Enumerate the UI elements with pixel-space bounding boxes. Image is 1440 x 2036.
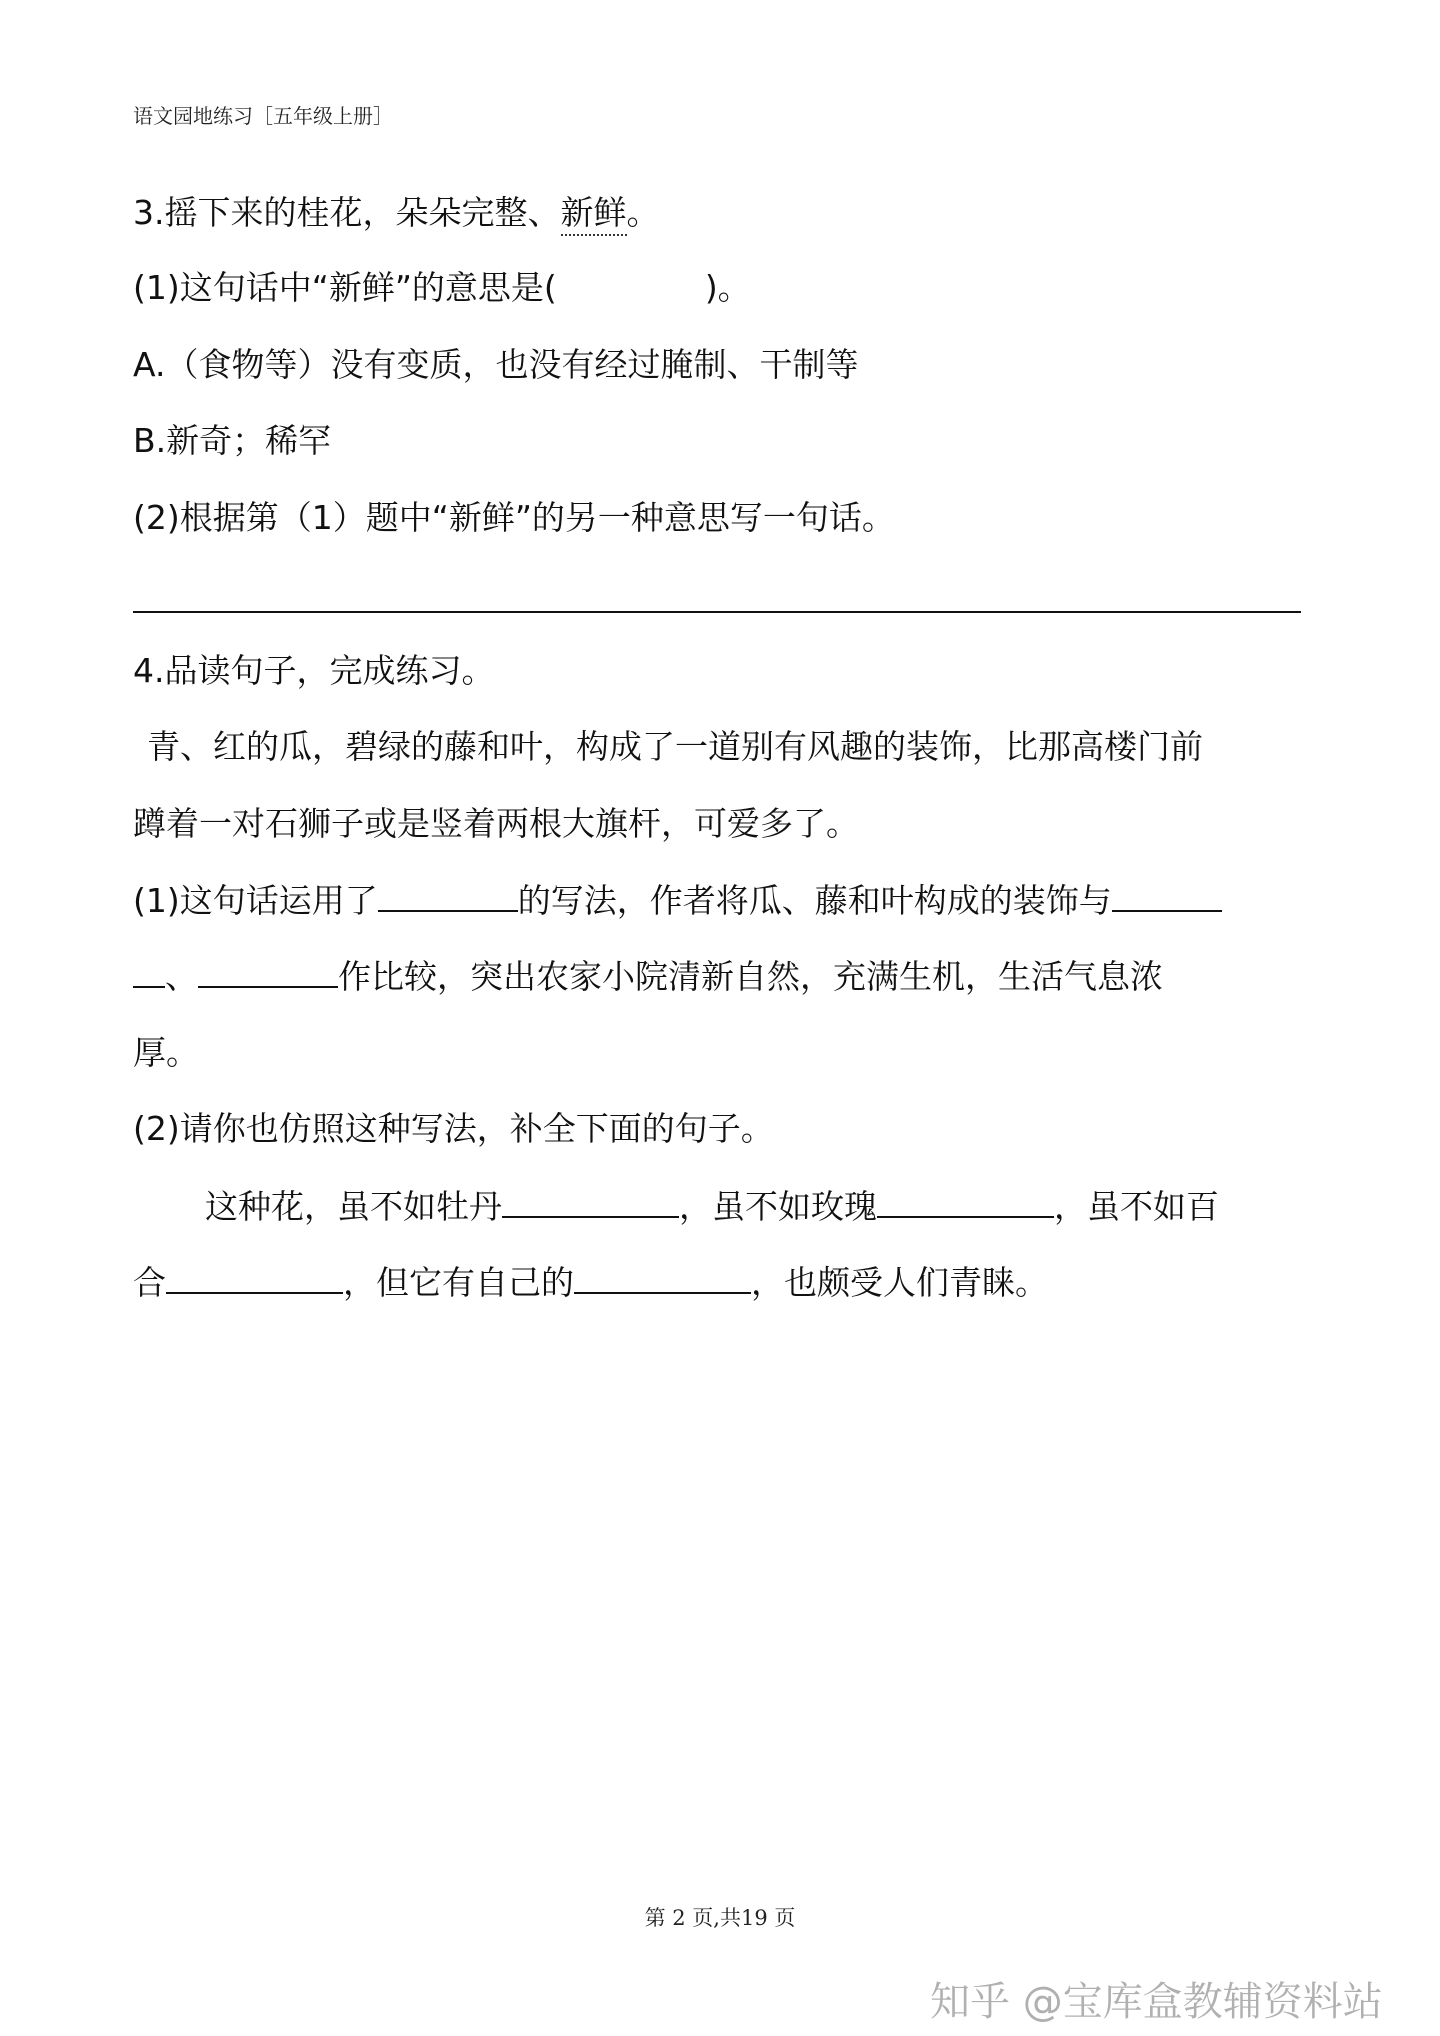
q3-part1-pre: (1)这句话中“新鲜”的意思是( <box>133 268 557 307</box>
q4-sentence-text-c: ，虽不如百 <box>1054 1187 1219 1226</box>
q4-part1-text-d: 作比较，突出农家小院清新自然，充满生机，生活气息浓 <box>338 957 1163 996</box>
q3-part1-post: )。 <box>704 268 751 307</box>
q4-part1-line1 <box>133 880 1222 921</box>
q4-stem: 4.品读句子，完成练习。 <box>133 651 495 690</box>
q4-sentence-text-e: ，但它有自己的 <box>343 1263 574 1302</box>
q3-stem-pre: 3.摇下来的桂花，朵朵完整、 <box>133 193 561 232</box>
q4-sentence-line1 <box>205 1186 1219 1227</box>
q4-part1-line2 <box>133 956 1163 997</box>
q4-sentence-text-f: ，也颇受人们青睐。 <box>751 1263 1048 1302</box>
q3-stem-word: 新鲜 <box>561 193 627 236</box>
q3-part1 <box>133 268 751 308</box>
q4-blank-compare1-end[interactable] <box>133 956 165 988</box>
q4-blank-technique[interactable] <box>378 880 518 912</box>
q4-passage-line1: 青、红的瓜，碧绿的藤和叶，构成了一道别有风趣的装饰，比那高楼门前 <box>147 727 1203 766</box>
q3-stem-post: 。 <box>626 193 660 232</box>
q4-sentence-text-a: 这种花，虽不如牡丹 <box>205 1187 502 1226</box>
q4-blank-compare1-start[interactable] <box>1112 880 1222 912</box>
q4-blank-peony[interactable] <box>502 1186 679 1218</box>
q4-part1-text-a: (1)这句话运用了 <box>133 881 378 920</box>
q4-passage-line2: 蹲着一对石狮子或是竖着两根大旗杆，可爱多了。 <box>133 804 859 843</box>
q4-part1-line3: 厚。 <box>133 1033 199 1072</box>
q4-part1-text-b: 的写法，作者将瓜、藤和叶构成的装饰与 <box>517 881 1112 920</box>
q3-answer-line[interactable] <box>133 611 1301 613</box>
q4-part2: (2)请你也仿照这种写法，补全下面的句子。 <box>133 1109 774 1148</box>
page-number: 第 2 页,共19 页 <box>644 1906 796 1930</box>
watermark: 知乎 @宝库盒教辅资料站 <box>930 1979 1383 2025</box>
q3-stem <box>133 193 660 233</box>
q4-sentence-text-b: ，虽不如玫瑰 <box>679 1187 877 1226</box>
q3-option-b: B.新奇；稀罕 <box>133 421 332 460</box>
q3-part2: (2)根据第（1）题中“新鲜”的另一种意思写一句话。 <box>133 498 895 537</box>
q4-blank-rose[interactable] <box>877 1186 1054 1218</box>
q4-blank-own[interactable] <box>574 1262 751 1294</box>
q3-option-a: A.（食物等）没有变质，也没有经过腌制、干制等 <box>133 345 859 384</box>
q4-sentence-line2 <box>133 1262 1048 1303</box>
q4-sentence-text-d: 合 <box>133 1263 166 1302</box>
q4-blank-compare2[interactable] <box>198 956 338 988</box>
document-header: 语文园地练习［五年级上册］ <box>133 104 393 128</box>
q4-part1-text-c: 、 <box>165 957 198 996</box>
q4-blank-lily[interactable] <box>166 1262 343 1294</box>
